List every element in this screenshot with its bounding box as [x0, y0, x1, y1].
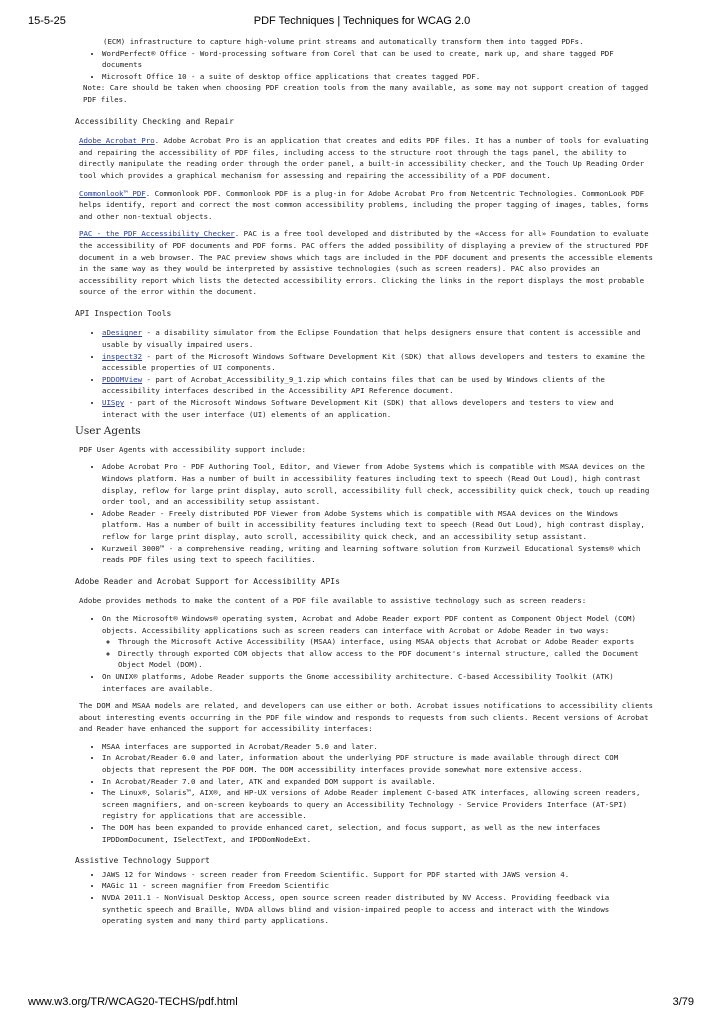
note-text: Note: Care should be taken when choosing PDF creation tools from the many available, as some may not support creation of tagged PDF files.	[83, 83, 649, 104]
print-date: 15-5-25	[28, 15, 66, 27]
list-item: • The Linux®, Solaris™, AIX®, and HP-UX versions of Adobe Reader implement C-based ATK interfaces, allowing screen readers, screen magnifiers, and on-screen keyboards to query an Accessibility Technology - Service Providers Interface (AT-SPI) registry for applications that are accessible.	[102, 787, 653, 822]
intro-text: Adobe provides methods to make the content of a PDF file available to assistive technology such as screen readers:	[79, 596, 587, 606]
print-header	[0, 15, 724, 29]
list-item: • Kurzweil 3000™ - a comprehensive reading, writing and learning software solution from Kurzweil Educational Systems® which reads PDF files using text to speech facilities.	[102, 543, 653, 566]
link-uispy[interactable]: UISpy	[102, 398, 125, 408]
list-item: • NVDA 2011.1 - NonVisual Desktop Access, open source screen reader distributed by NV Access. Providing feedback via synthetic speech and Braille, NVDA allows blind and vision-impaired people to access and interact with the Windows operating system and many third party applications.	[102, 892, 653, 927]
api-tools-list	[75, 327, 653, 420]
intro-text: PDF User Agents with accessibility support include:	[79, 444, 306, 454]
platform-list	[75, 613, 653, 694]
page-title: PDF Techniques | Techniques for WCAG 2.0	[253, 15, 471, 27]
link-pac[interactable]: PAC - the PDF Accessibility Checker	[79, 229, 235, 239]
section-heading-api-tools: API Inspection Tools	[75, 308, 172, 318]
list-item: • WordPerfect® Office - Word-processing software from Corel that can be used to create, mark up, and share tagged PDF documents	[102, 48, 653, 71]
sublist	[102, 636, 653, 671]
section-heading-checking: Accessibility Checking and Repair	[75, 116, 234, 126]
tool-paragraph: Commonlook™ PDF. Commonlook PDF. Commonlook PDF is a plug-in for Adobe Acrobat Pro from Netcentric Technologies. CommonLook PDF helps identify, report and correct the most common accessibility problems, including the proper tagging of images, tables, forms and other non-textual objects.	[79, 188, 649, 221]
body-paragraph: The DOM and MSAA models are related, and developers can use either or both. Acrobat issues notifications to accessibility clients about interesting events occurring in the PDF file window and responds to requests from such clients. Recent versions of Acrobat and Reader have enhanced the support for accessibility interfaces:	[79, 701, 653, 734]
section-heading-reader-apis: Adobe Reader and Acrobat Support for Accessibility APIs	[75, 576, 340, 586]
list-item: • The DOM has been expanded to provide enhanced caret, selection, and focus support, as well as the new interfaces IPDDomDocument, ISelectText, and IPDDomNodeExt.	[102, 822, 653, 845]
document-body	[75, 36, 653, 927]
list-item: • On the Microsoft® Windows® operating system, Acrobat and Adobe Reader export PDF content as Component Object Model (COM) objects. Accessibility applications such as screen readers can interface with Acrobat or Adobe Reader in two ways: ◦ Through the Microsoft Active Accessibility (MSAA) interface, using MSAA objects that Acrobat or Adobe Reader exports ◦ Directly through exported COM objects that allow access to the PDF document's internal structure, called the Document Object Model (DOM).	[102, 613, 653, 671]
tool-paragraph: Adobe Acrobat Pro. Adobe Acrobat Pro is an application that creates and edits PDF files. It has a number of tools for evaluating and repairing the accessibility of PDF files, including access to the structure root through the tags panel, the ability to directly manipulate the reading order through the order panel, a built-in accessibility checker, and the Touch Up Reading Order tool which provides a graphical mechanism for assessing and repairing the accessibility of a PDF document.	[79, 136, 649, 180]
creation-tools-list	[75, 48, 653, 83]
sublist-item: ◦ Through the Microsoft Active Accessibility (MSAA) interface, using MSAA objects that Acrobat or Adobe Reader exports	[118, 636, 653, 648]
list-item: • aDesigner - a disability simulator from the Eclipse Foundation that helps designers ensure that content is accessible and usable by visually impaired users.	[102, 327, 653, 350]
assistive-list	[75, 869, 653, 927]
list-item: • MAGic 11 - screen magnifier from Freedom Scientific	[102, 880, 653, 892]
link-inspect32[interactable]: inspect32	[102, 351, 143, 361]
list-item: • Adobe Acrobat Pro - PDF Authoring Tool, Editor, and Viewer from Adobe Systems which is compatible with MSAA devices on the Windows platform. Has a number of built in accessibility features including text to speech (Read Out Loud), high contrast display, reflow for large print display, auto scroll, accessibility full check, accessibility quick check, touch up reading order tool, and an accessibility setup assistant.	[102, 461, 653, 507]
user-agents-list	[75, 461, 653, 565]
list-item: • In Acrobat/Reader 7.0 and later, ATK and expanded DOM support is available.	[102, 776, 653, 788]
list-item: • On UNIX® platforms, Adobe Reader supports the Gnome accessibility architecture. C-based Accessibility Toolkit (ATK) interfaces are available.	[102, 671, 653, 694]
continued-text: (ECM) infrastructure to capture high-volume print streams and automatically transform them into tagged PDFs.	[103, 37, 584, 46]
list-item: • MSAA interfaces are supported in Acrobat/Reader 5.0 and later.	[102, 741, 653, 753]
tool-paragraph: PAC - the PDF Accessibility Checker. PAC is a free tool developed and distributed by the «Access for all» Foundation to evaluate the accessibility of PDF documents and PDF forms. PAC offers the added possibility of displaying a preview of the structured PDF document in a web browser. The PAC preview shows which tags are included in the PDF document and presents the accessible elements in the same way as they would be interpreted by assistive technologies (such as screen readers). PAC also provides an accessibility report which lists the detected accessibility errors. Clicking the links in the report displays the most probable source of the error within the document.	[79, 229, 653, 297]
page-number: 3/79	[672, 996, 694, 1008]
link-adesigner[interactable]: aDesigner	[102, 328, 143, 338]
list-item: • inspect32 - part of the Microsoft Windows Software Development Kit (SDK) that allows developers and testers to examine the accessible properties of UI components.	[102, 351, 653, 374]
sublist-item: ◦ Directly through exported COM objects that allow access to the PDF document's internal structure, called the Document Object Model (DOM).	[118, 648, 653, 671]
list-item: • JAWS 12 for Windows - screen reader from Freedom Scientific. Support for PDF started with JAWS version 4.	[102, 869, 653, 881]
list-item: • PDDOMView - part of Acrobat_Accessibility_9_1.zip which contains files that can be used by Windows clients of the accessibility interfaces described in the Accessibility API Reference document.	[102, 374, 653, 397]
list-item: • Adobe Reader - Freely distributed PDF Viewer from Adobe Systems which is compatible with MSAA devices on the Windows platform. Has a number of built in accessibility features including text to speech (Read Out Loud), high contrast display, reflow for large print display, auto scroll, accessibility quick check, and an accessibility setup assistant.	[102, 508, 653, 543]
list-item: • In Acrobat/Reader 6.0 and later, information about the underlying PDF structure is made available through direct COM objects that represent the PDF DOM. The DOM accessibility interfaces provide somewhat more extensive access.	[102, 752, 653, 775]
print-footer	[0, 996, 724, 1010]
page-url: www.w3.org/TR/WCAG20-TECHS/pdf.html	[28, 996, 238, 1008]
section-heading-user-agents: User Agents	[75, 425, 141, 438]
link-acrobat-pro[interactable]: Adobe Acrobat Pro	[79, 136, 155, 146]
list-item: • UISpy - part of the Microsoft Windows Software Development Kit (SDK) that allows developers and testers to view and interact with the user interface (UI) elements of an application.	[102, 397, 653, 420]
list-item: • Microsoft Office 10 - a suite of desktop office applications that creates tagged PDF.	[102, 71, 653, 83]
section-heading-assistive: Assistive Technology Support	[75, 856, 210, 866]
version-list	[75, 741, 653, 845]
link-commonlook[interactable]: Commonlook™ PDF	[79, 188, 146, 198]
link-pddomview[interactable]: PDDOMView	[102, 374, 143, 384]
